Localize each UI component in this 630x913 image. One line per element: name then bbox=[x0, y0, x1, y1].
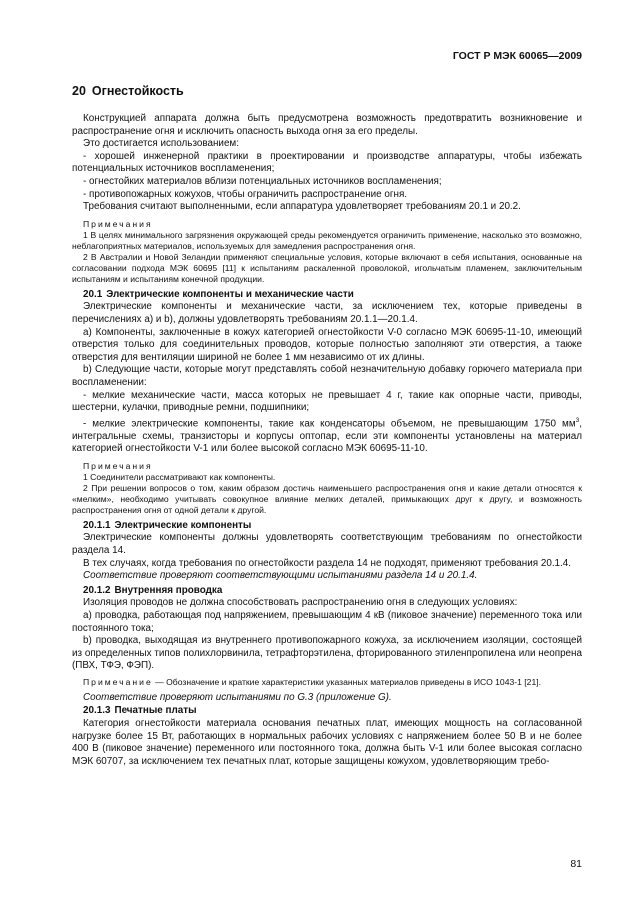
note-item: 2 При решении вопросов о том, каким образом достичь наименьшего распространения огня и какие детали относятся к «мелким», необходимо учитывать совокупное влияние мелких деталей, примыкающих друг к другу, и возможность распространения огня от одной детали к другой. bbox=[72, 482, 582, 515]
subsection-number: 20.1.3 bbox=[83, 705, 111, 717]
intro-paragraph: Конструкцией аппарата должна быть предусмотрена возможность предотвратить возникновение и распространение огня и исключить опасность выхода огня за его пределы. bbox=[72, 113, 582, 137]
subsection-heading bbox=[72, 705, 582, 718]
subsection-title: Электрические компоненты bbox=[114, 519, 252, 531]
paragraph: Электрические компоненты и механические части, за исключением тех, которые приведены в перечислениях a) и b), должны удовлетворять требованиям 20.1.1—20.1.4. bbox=[72, 301, 582, 325]
subsection-number: 20.1.1 bbox=[83, 519, 111, 531]
subsection-number: 20.1 bbox=[83, 288, 103, 300]
paragraph: Изоляция проводов не должна способствовать распространению огня в следующих условиях: bbox=[83, 597, 518, 609]
document-code: ГОСТ Р МЭК 60065—2009 bbox=[452, 50, 582, 62]
list-item bbox=[72, 415, 582, 456]
intro-list-item: - огнестойких материалов вблизи потенциальных источников воспламенения; bbox=[83, 175, 442, 187]
notes-heading: Примечания bbox=[83, 460, 153, 471]
intro-paragraph: Требования считают выполненными, если аппаратура удовлетворяет требованиям 20.1 и 20.2. bbox=[83, 201, 521, 213]
note-item: 1 В целях минимального загрязнения окружающей среды рекомендуется ограничить применение, насколько это возможно, неблагоприятных материалов, используемых для замедления распространения огня. bbox=[72, 229, 582, 251]
paragraph: a) Компоненты, заключенные в кожух категорией огнестойкости V-0 согласно МЭК 60695-11-10, имеющий отверстия только для соединительных проводов, которые полностью заполняют эти отверстия, а также отверстия для вентиляции шириной не более 1 мм независимо от их длины. bbox=[72, 326, 582, 363]
intro-list-item: - противопожарных кожухов, чтобы ограничить распространение огня. bbox=[83, 188, 408, 200]
paragraph: b) Следующие части, которые могут представлять собой незначительную добавку горючего материала при воспламенении: bbox=[72, 364, 582, 388]
paragraph: a) проводка, работающая под напряжением, превышающим 4 кВ (пиковое значение) переменного тока или постоянного тока; bbox=[72, 609, 582, 634]
note-label: Примечание bbox=[83, 676, 153, 687]
note-item: 2 В Австралии и Новой Зеландии применяют специальные условия, которые включают в себя испытания, основанные на согласовании подхода МЭК 60695 [11] к испытаниям раскаленной проволокой, игольчатым пламенем, заключительным испытаниям и испытаниям конечной продукции. bbox=[72, 251, 582, 284]
list-item: - мелкие механические части, масса которых не превышает 4 г, такие как опорные части, приводы, шестерни, кулачки, приводные ремни, подшипники; bbox=[72, 389, 582, 414]
subsection-title: Электрические компоненты и механические части bbox=[106, 288, 354, 300]
note-item bbox=[72, 677, 582, 688]
intro-paragraph: Это достигается использованием: bbox=[83, 138, 239, 150]
compliance-text: Соответствие проверяют соответствующими испытаниями раздела 14 и 20.1.4. bbox=[83, 570, 478, 582]
section-heading bbox=[72, 84, 582, 98]
list-item-text: - мелкие электрические компоненты, такие как конденсаторы объемом, не превышающим 1750 мм bbox=[83, 417, 576, 429]
paragraph: b) проводка, выходящая из внутреннего противопожарного кожуха, за исключением изоляции, состоящей из определенных типов полихлорвинила, тетрафторэтилена, фторированного этиленпропилена или неопрена (ПВХ, ТФЭ, ФЭП). bbox=[72, 635, 582, 672]
note-text: — Обозначение и краткие характеристики указанных материалов приведены в ИСО 1043-1 [21]. bbox=[155, 676, 542, 687]
page-content bbox=[72, 84, 582, 768]
page-number: 81 bbox=[570, 858, 582, 870]
paragraph: В тех случаях, когда требования по огнестойкости раздела 14 не подходят, применяют требования 20.1.4. bbox=[83, 557, 572, 569]
notes-heading: Примечания bbox=[83, 218, 153, 229]
notes-block bbox=[72, 219, 582, 285]
subsection-heading bbox=[72, 520, 582, 533]
subsection-title: Печатные платы bbox=[114, 705, 197, 717]
section-title: Огнестойкость bbox=[91, 84, 184, 98]
paragraph: Категория огнестойкости материала основания печатных плат, имеющих мощность на согласованной нагрузке более 15 Вт, работающих в нормальных рабочих условиях с напряжением более 50 В и не более 400 В (пиковое значение) переменного или постоянного тока, должна быть V-1 или более высокая согласно МЭК 60707, за исключением тех печатных плат, которые защищены кожухом, удовлетворяющим требо- bbox=[72, 718, 582, 767]
notes-block bbox=[72, 461, 582, 516]
intro-list-item: - хорошей инженерной практики в проектировании и производстве аппаратуры, чтобы избежать потенциальных источников воспламенения; bbox=[72, 150, 582, 175]
section-number: 20 bbox=[72, 84, 86, 98]
compliance-text: Соответствие проверяют испытаниями по G.3 (приложение G). bbox=[83, 691, 392, 703]
note-item: 1 Соединители рассматривают как компоненты. bbox=[83, 471, 276, 482]
list-item-text: , интегральные схемы, транзисторы и корпусы оптопар, если эти компоненты установлены на материал категорией огнестойкости V-1 или более высокой согласно МЭК 60695-11-10. bbox=[72, 417, 582, 455]
paragraph: Электрические компоненты должны удовлетворять соответствующим требованиям по огнестойкости раздела 14. bbox=[72, 532, 582, 556]
subsection-heading bbox=[72, 585, 582, 598]
superscript: 3 bbox=[575, 416, 580, 424]
subsection-heading bbox=[72, 289, 582, 302]
subsection-number: 20.1.2 bbox=[83, 584, 111, 596]
subsection-title: Внутренняя проводка bbox=[114, 584, 223, 596]
